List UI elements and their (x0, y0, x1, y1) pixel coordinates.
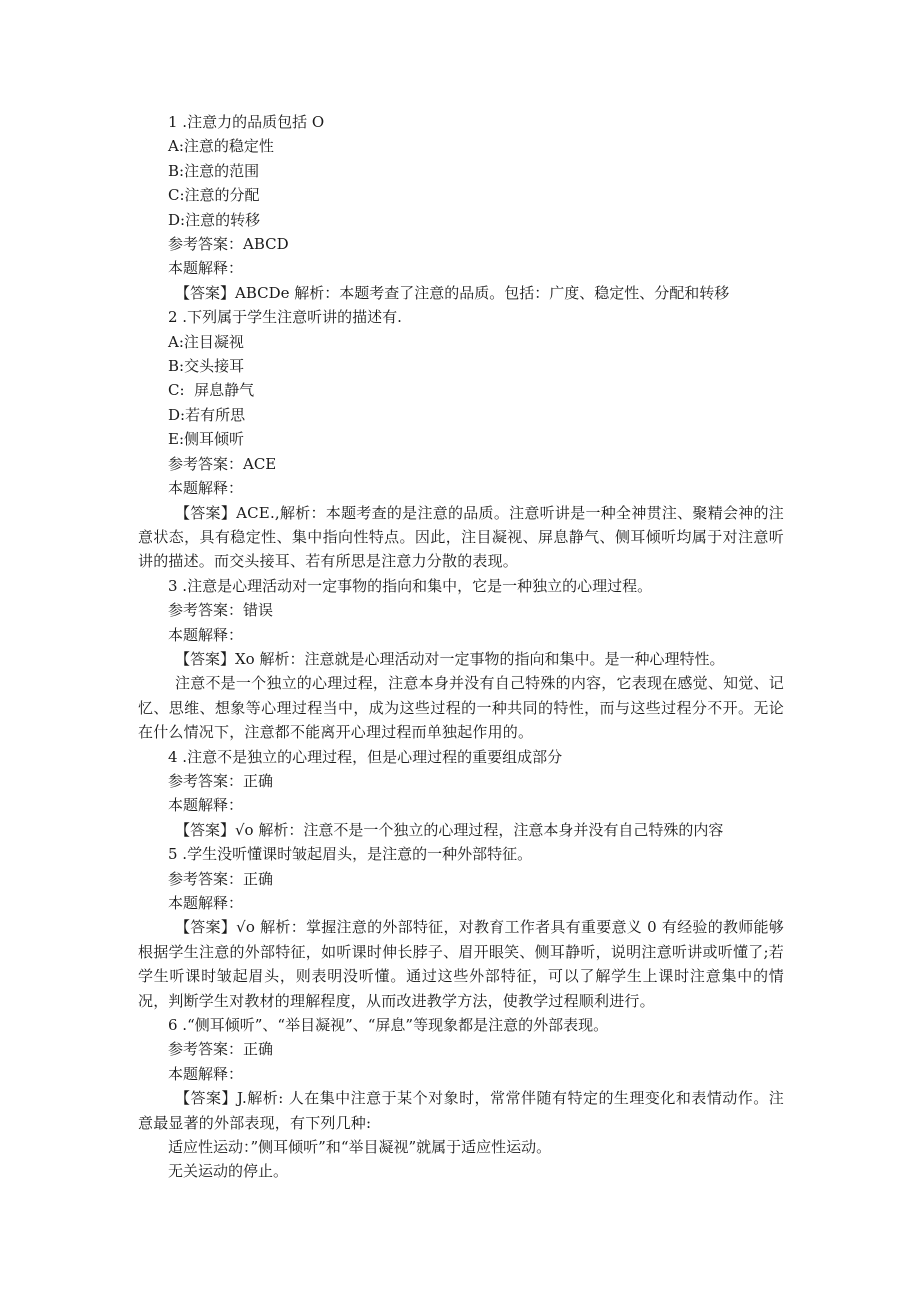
question-6-explain-label: 本题解释： (168, 1064, 244, 1083)
question-6-answer: 参考答案：正确 (168, 1040, 274, 1059)
question-2-option-e: E:侧耳倾听 (168, 430, 245, 449)
question-2-explanation: 【答案】ACE.,解析：本题考查的是注意的品质。注意听讲是一种全神贯注、聚精会神的注意状态，具有稳定性、集中指向性特点。因此，注目凝视、屏息静气、侧耳倾听均属于对注意听讲的描述。而交头接耳、若有所思是注意力分散的表现。 (138, 503, 784, 571)
question-4-answer: 参考答案：正确 (168, 771, 274, 790)
question-4-explanation: 【答案】√o 解析：注意不是一个独立的心理过程，注意本身并没有自己特殊的内容 (175, 820, 724, 839)
question-2-option-a: A:注目凝视 (168, 332, 244, 351)
question-2-stem: 2 .下列属于学生注意听讲的描述有. (168, 308, 402, 327)
question-3-explanation: 【答案】Xo 解析：注意就是心理活动对一定事物的指向和集中。是一种心理特性。 (175, 649, 725, 668)
question-2-option-c: C: 屏息静气 (168, 381, 255, 400)
question-5-explain-label: 本题解释： (168, 894, 244, 912)
question-2-option-b: B:交头接耳 (168, 357, 245, 376)
question-5-stem: 5 .学生没听懂课时皱起眉头，是注意的一种外部特征。 (168, 845, 533, 864)
question-5-explanation: 【答案】√o 解析：掌握注意的外部特征，对教育工作者具有重要意义 0 有经验的教师能够根据学生注意的外部特征，如听课时伸长脖子、眉开眼笑、侧耳静听，说明注意听讲或听懂了;若学生听课时皱起眉头，则表明没听懂。通过这些外部特征，可以了解学生上课时注意集中的情况，判断学生对教材的理解程度，从而改进教学方法，使教学过程顺利进行。 (138, 918, 784, 1010)
question-3-stem: 3 .注意是心理活动对一定事物的指向和集中，它是一种独立的心理过程。 (168, 576, 653, 595)
question-1-answer: 参考答案：ABCD (168, 235, 289, 254)
question-1-option-d: D:注意的转移 (168, 210, 261, 229)
question-6-extra-line-2: 无关运动的停止。 (168, 1162, 289, 1181)
question-6-extra-line-1: 适应性运动：”侧耳倾听”和“举目凝视”就属于适应性运动。 (168, 1138, 552, 1157)
question-6-stem: 6 .“侧耳倾听”、“举目凝视”、“屏息”等现象都是注意的外部表现。 (168, 1016, 609, 1035)
question-6-explanation: 【答案】J.解析: 人在集中注意于某个对象时，常常伴随有特定的生理变化和表情动作。注意最显著的外部表现，有下列几种: (138, 1089, 784, 1132)
question-3-explain-label: 本题解释： (168, 625, 244, 644)
question-5-answer: 参考答案：正确 (168, 869, 274, 888)
question-1-option-b: B:注意的范围 (168, 161, 260, 180)
question-4-explain-label: 本题解释： (168, 796, 244, 815)
question-3-explanation-detail: 注意不是一个独立的心理过程，注意本身并没有自己特殊的内容，它表现在感觉、知觉、记忆、思维、想象等心理过程当中，成为这些过程的一种共同的特性，而与这些过程分不开。无论在什么情况下，注意都不能离开心理过程而单独起作用的。 (138, 674, 784, 742)
question-4-stem: 4 .注意不是独立的心理过程，但是心理过程的重要组成部分 (168, 747, 563, 766)
question-2-explain-label: 本题解释： (168, 479, 244, 498)
question-2-option-d: D:若有所思 (168, 405, 246, 424)
question-1-option-a: A:注意的稳定性 (168, 137, 274, 156)
question-1-stem: 1 .注意力的品质包括 O (168, 113, 325, 131)
document-page (138, 110, 784, 1184)
question-1-explanation: 【答案】ABCDe 解析：本题考查了注意的品质。包括：广度、稳定性、分配和转移 (175, 283, 730, 302)
question-2-answer: 参考答案：ACE (168, 454, 277, 473)
question-3-answer: 参考答案：错误 (168, 601, 274, 620)
question-1-option-c: C:注意的分配 (168, 186, 260, 205)
question-1-explain-label: 本题解释： (168, 259, 244, 278)
